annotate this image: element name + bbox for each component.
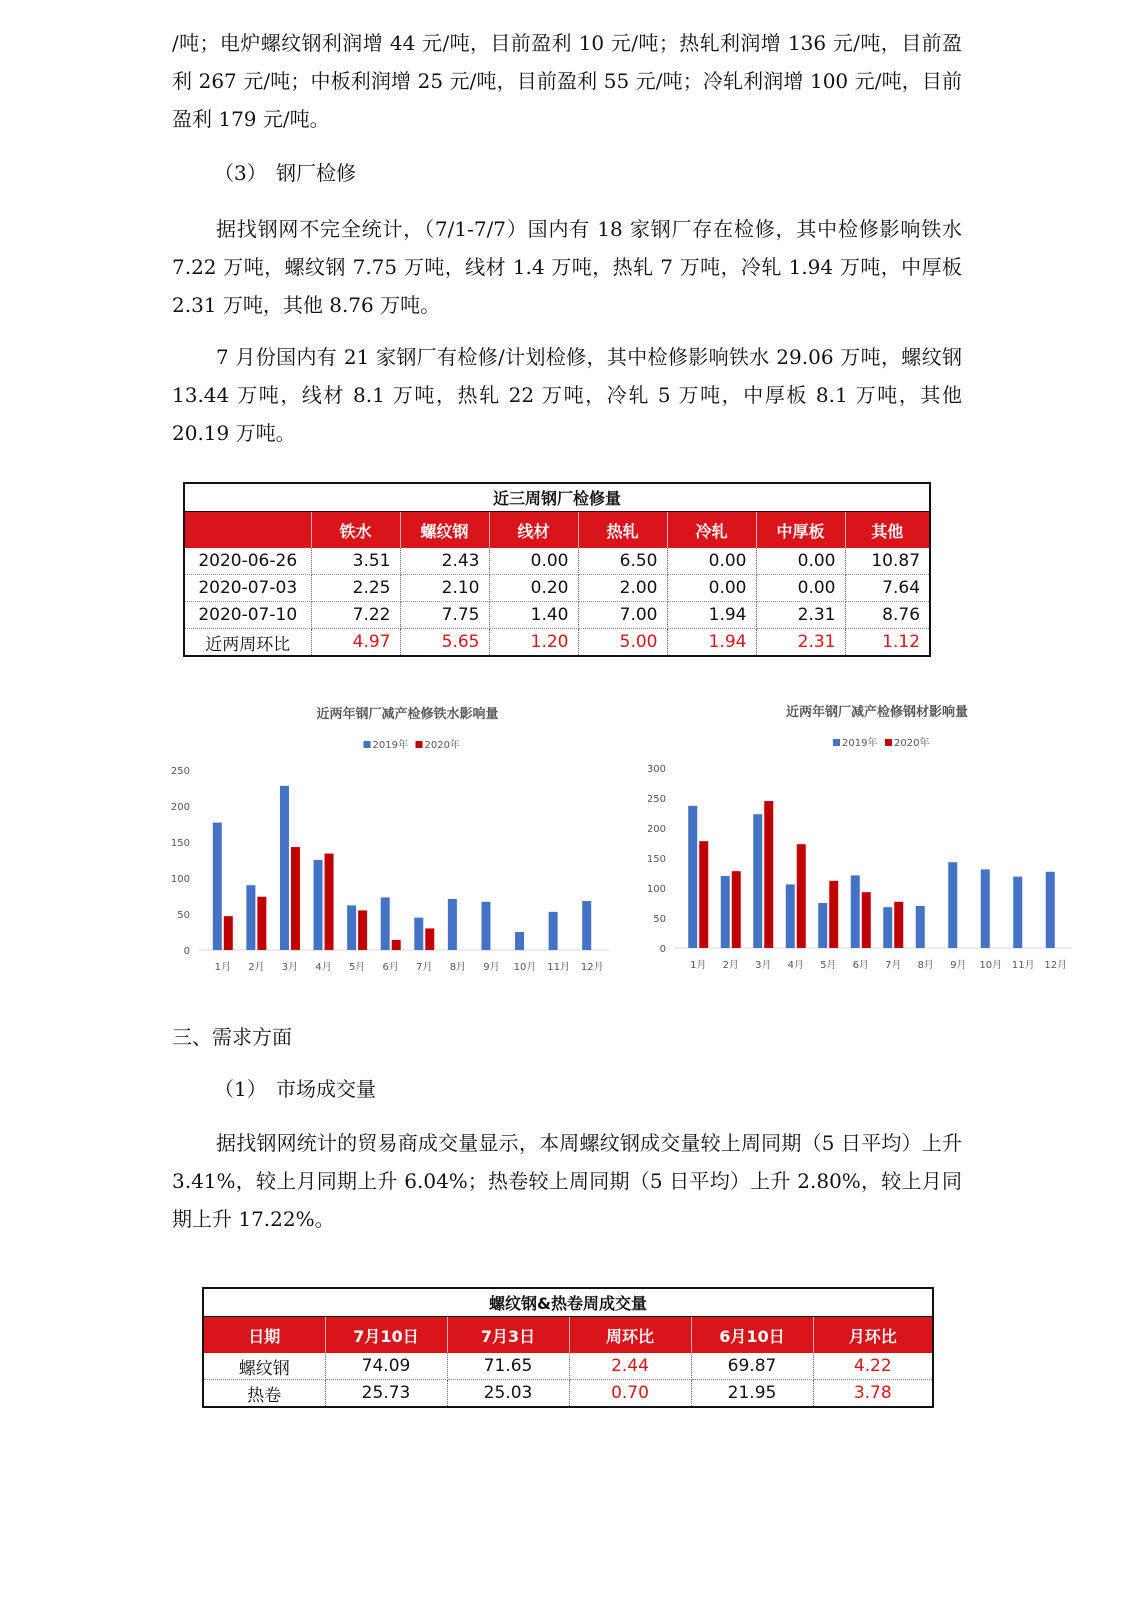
legend-swatch: [885, 739, 892, 746]
table-cell: 0.00: [756, 548, 845, 575]
bar-2020: [325, 854, 334, 950]
x-tick-label: 10月: [979, 960, 1003, 971]
heading-title: 钢厂检修: [276, 161, 356, 185]
bar-2020: [224, 916, 233, 950]
bar-2019: [981, 869, 990, 948]
x-tick-label: 1月: [690, 960, 707, 971]
x-tick-label: 5月: [348, 962, 366, 973]
chart-title: 近两年钢厂减产检修钢材影响量: [785, 705, 969, 720]
x-tick-label: 7月: [885, 960, 902, 971]
paragraph-maintenance-month: 7 月份国内有 21 家钢厂有检修/计划检修，其中检修影响铁水 29.06 万吨，螺纹钢 13.44 万吨，线材 8.1 万吨，热轧 22 万吨，冷轧 5 万吨，中厚板 8.1 万吨，其他 20.19 万吨。: [172, 345, 962, 445]
x-tick-label: 3月: [281, 962, 299, 973]
table-cell: 4.22: [813, 1353, 933, 1380]
x-tick-label: 4月: [787, 960, 804, 971]
table-cell: 1.94: [667, 629, 756, 657]
column-header: 铁水: [311, 512, 400, 549]
chart-steel-impact-svg: [648, 698, 1100, 1000]
column-header: 螺纹钢: [400, 512, 489, 549]
bar-2019: [381, 897, 390, 950]
table-cell: 2.43: [400, 548, 489, 575]
y-tick-label: 50: [653, 914, 666, 925]
chart-steel-impact: [648, 698, 1100, 1000]
table-cell: 3.51: [311, 548, 400, 575]
table-cell: 10.87: [845, 548, 930, 575]
y-tick-label: 100: [170, 874, 190, 885]
bar-2019: [883, 907, 892, 948]
x-tick-label: 4月: [315, 962, 332, 973]
table-row-change: [184, 629, 930, 657]
legend-swatch: [416, 741, 423, 748]
row-label: 近两周环比: [184, 629, 311, 657]
legend-label: 2020年: [424, 740, 460, 751]
heading-number: （1）: [214, 1077, 267, 1101]
column-header: 日期: [203, 1317, 325, 1354]
table-cell: 8.76: [845, 602, 930, 629]
bar-2019: [818, 903, 827, 948]
bar-2020: [797, 844, 806, 948]
table-cell: 71.65: [447, 1353, 569, 1380]
volume-table: [202, 1287, 934, 1408]
table-cell: 5.00: [578, 629, 667, 657]
bar-2019: [1013, 877, 1022, 948]
table-cell: 1.20: [489, 629, 578, 657]
table-cell: 6.50: [578, 548, 667, 575]
x-tick-label: 10月: [513, 962, 537, 973]
x-tick-label: 12月: [580, 962, 604, 973]
x-tick-label: 2月: [722, 960, 739, 971]
table-cell: 0.00: [489, 548, 578, 575]
table-cell: 2.31: [756, 602, 845, 629]
chart-title: 近两年钢厂减产检修铁水影响量: [316, 707, 499, 722]
table-cell: 1.40: [489, 602, 578, 629]
bar-2020: [291, 847, 300, 950]
x-tick-label: 6月: [382, 962, 399, 973]
column-header: 周环比: [569, 1317, 691, 1354]
table-cell: 7.75: [400, 602, 489, 629]
y-tick-label: 150: [648, 854, 666, 865]
x-tick-label: 7月: [416, 962, 433, 973]
bar-2019: [213, 823, 222, 950]
table-cell: 25.73: [325, 1380, 447, 1408]
table-cell: 7.00: [578, 602, 667, 629]
table-cell: 69.87: [691, 1353, 813, 1380]
row-date: 2020-07-10: [184, 602, 311, 629]
legend-label: 2020年: [894, 738, 930, 749]
column-header: 中厚板: [756, 512, 845, 549]
row-date: 2020-06-26: [184, 548, 311, 575]
chart-iron-impact: [168, 700, 623, 1000]
table-cell: 0.00: [667, 575, 756, 602]
y-tick-label: 250: [648, 794, 666, 805]
table-cell: 2.00: [578, 575, 667, 602]
bar-2020: [358, 910, 367, 950]
table-cell: 5.65: [400, 629, 489, 657]
bar-2020: [829, 881, 838, 948]
x-tick-label: 9月: [950, 960, 967, 971]
column-header: 7月3日: [447, 1317, 569, 1354]
x-tick-label: 6月: [852, 960, 869, 971]
table-row: [203, 1380, 933, 1408]
y-tick-label: 50: [177, 910, 190, 921]
column-header: 7月10日: [325, 1317, 447, 1354]
heading-market-volume: [214, 1074, 376, 1104]
x-tick-label: 11月: [547, 962, 570, 973]
bar-2020: [257, 897, 266, 950]
y-tick-label: 300: [648, 764, 666, 775]
x-tick-label: 12月: [1044, 960, 1068, 971]
table-cell: 1.12: [882, 632, 921, 652]
bar-2020: [862, 892, 871, 948]
y-tick-label: 200: [648, 824, 666, 835]
bar-2019: [753, 814, 762, 948]
table-title: 螺纹钢&热卷周成交量: [203, 1288, 933, 1317]
bar-2019: [347, 905, 356, 950]
y-tick-label: 100: [648, 884, 666, 895]
bar-2019: [549, 912, 558, 950]
bar-2020: [894, 902, 903, 948]
bar-2019: [481, 902, 490, 950]
y-tick-label: 0: [183, 946, 190, 957]
table-cell: 2.25: [311, 575, 400, 602]
column-header: 冷轧: [667, 512, 756, 549]
column-header: 月环比: [813, 1317, 933, 1354]
table-cell: 0.00: [667, 548, 756, 575]
heading-steel-mill-maintenance: [214, 158, 356, 188]
table-cell: 21.95: [691, 1380, 813, 1408]
table-row: [184, 602, 930, 629]
table-cell: 0.20: [489, 575, 578, 602]
table-cell: 1.94: [667, 602, 756, 629]
legend-label: 2019年: [372, 740, 408, 751]
chart-iron-impact-svg: [168, 700, 623, 1000]
x-tick-label: 9月: [483, 962, 500, 973]
x-tick-label: 1月: [214, 962, 231, 973]
bar-2019: [916, 906, 925, 948]
table-row: [184, 575, 930, 602]
table-cell: 0.00: [756, 575, 845, 602]
heading-number: （3）: [214, 161, 267, 185]
column-header: 6月10日: [691, 1317, 813, 1354]
y-tick-label: 0: [659, 944, 666, 955]
table-cell: 0.70: [569, 1380, 691, 1408]
table-cell: 7.22: [311, 602, 400, 629]
column-header: 线材: [489, 512, 578, 549]
y-tick-label: 200: [170, 802, 190, 813]
bar-2019: [851, 875, 860, 948]
y-tick-label: 250: [170, 766, 190, 777]
bar-2019: [948, 862, 957, 948]
table-cell: 4.97: [311, 629, 400, 657]
table-title: 近三周钢厂检修量: [184, 483, 930, 512]
heading-title: 市场成交量: [276, 1077, 376, 1101]
paragraph-profit: /吨；电炉螺纹钢利润增 44 元/吨，目前盈利 10 元/吨；热轧利润增 136 元/吨，目前盈利 267 元/吨；中板利润增 25 元/吨，目前盈利 55 元/吨；冷轧利润增 100 元/吨，目前盈利 179 元/吨。: [172, 31, 962, 131]
column-header: [184, 512, 311, 549]
row-label: 热卷: [203, 1380, 325, 1408]
bar-2019: [515, 932, 524, 950]
maintenance-table: [183, 482, 931, 657]
table-cell: 2.10: [400, 575, 489, 602]
table-cell: 3.78: [853, 1383, 892, 1403]
bar-2020: [425, 928, 434, 950]
bar-2019: [582, 901, 591, 950]
table-cell: 25.03: [447, 1380, 569, 1408]
table-cell: 7.64: [845, 575, 930, 602]
legend-label: 2019年: [842, 738, 878, 749]
x-tick-label: 8月: [917, 960, 934, 971]
bar-2020: [392, 940, 401, 950]
bar-2020: [732, 871, 741, 948]
bar-2019: [786, 884, 795, 948]
table-cell: 2.44: [569, 1353, 691, 1380]
bar-2019: [414, 918, 423, 950]
x-tick-label: 2月: [248, 962, 265, 973]
x-tick-label: 3月: [755, 960, 772, 971]
heading-demand: 三、需求方面: [172, 1025, 292, 1049]
bar-2019: [246, 885, 255, 950]
row-date: 2020-07-03: [184, 575, 311, 602]
paragraph-volume: 据找钢网统计的贸易商成交量显示，本周螺纹钢成交量较上周同期（5 日平均）上升 3.41%，较上月同期上升 6.04%；热卷较上周同期（5 日平均）上升 2.80%，较上月同期上升 17.22%。: [172, 1131, 962, 1231]
x-tick-label: 5月: [820, 960, 837, 971]
bar-2019: [1046, 872, 1055, 948]
bar-2019: [688, 806, 697, 948]
bar-2019: [448, 899, 457, 950]
table-cell: 2.31: [756, 629, 845, 657]
x-tick-label: 11月: [1011, 960, 1035, 971]
legend-swatch: [364, 741, 371, 748]
bar-2019: [280, 786, 289, 950]
column-header: 其他: [845, 512, 930, 549]
x-tick-label: 8月: [449, 962, 467, 973]
row-label: 螺纹钢: [203, 1353, 325, 1380]
bar-2019: [721, 876, 730, 948]
paragraph-maintenance-week: 据找钢网不完全统计，（7/1-7/7）国内有 18 家钢厂存在检修，其中检修影响铁水 7.22 万吨，螺纹钢 7.75 万吨，线材 1.4 万吨，热轧 7 万吨，冷轧 1.94 万吨，中厚板 2.31 万吨，其他 8.76 万吨。: [172, 217, 962, 317]
legend-swatch: [833, 739, 840, 746]
table-row: [184, 548, 930, 575]
column-header: 热轧: [578, 512, 667, 549]
table-row: [203, 1353, 933, 1380]
bar-2020: [764, 801, 773, 948]
bar-2019: [314, 860, 323, 950]
bar-2020: [699, 841, 708, 948]
y-tick-label: 150: [170, 838, 190, 849]
table-cell: 74.09: [325, 1353, 447, 1380]
